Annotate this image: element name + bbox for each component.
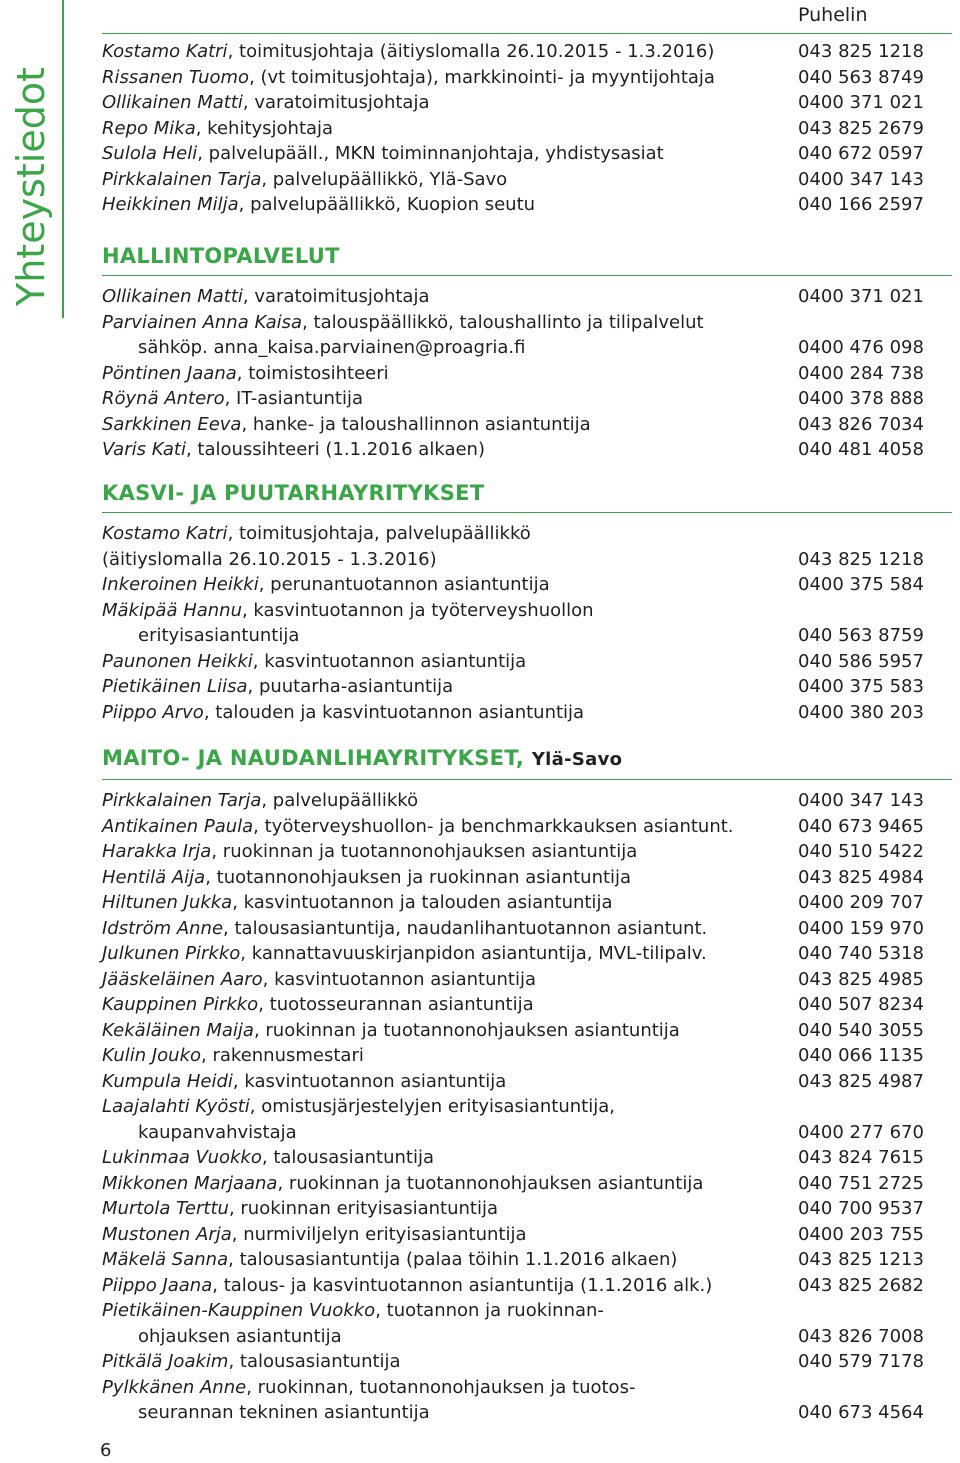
contact-entry [102, 1298, 604, 1324]
contact-entry [102, 521, 531, 547]
contact-role: , puutarha-asiantuntija [247, 676, 454, 697]
contact-row [102, 65, 952, 91]
contact-role: sähköp. anna_kaisa.parviainen@proagria.fi [138, 337, 526, 358]
contact-phone: 043 825 4985 [798, 968, 924, 990]
contact-name: Ollikainen Matti [102, 92, 243, 113]
contact-row [102, 814, 952, 840]
contact-name: Kostamo Katri [102, 41, 228, 62]
contact-row [102, 1196, 952, 1222]
section-heading: HALLINTOPALVELUT [102, 243, 952, 276]
section-kasvi-puutarha [102, 480, 952, 725]
contact-entry [102, 1069, 506, 1095]
contact-phone: 040 740 5318 [798, 943, 924, 964]
contact-entry [102, 412, 591, 438]
contact-name: Kostamo Katri [102, 523, 228, 544]
contact-row [102, 361, 952, 387]
contact-role: kaupanvahvistaja [138, 1121, 297, 1143]
contact-phone: 0400 277 670 [798, 1121, 924, 1143]
contact-entry [102, 167, 507, 193]
section-heading: KASVI- JA PUUTARHAYRITYKSET [102, 480, 952, 513]
contact-row [102, 649, 952, 675]
contact-phone: 0400 209 707 [798, 892, 924, 913]
contact-phone: 040 579 7178 [798, 1351, 924, 1372]
contact-phone: 0400 371 021 [798, 92, 924, 113]
contact-name: Varis Kati [102, 439, 186, 460]
section-subheading: Ylä-Savo [531, 749, 623, 770]
contact-role: , kasvintuotannon ja talouden asiantuntija [232, 892, 613, 913]
contact-role: , toimitusjohtaja, palvelupäällikkö [227, 523, 531, 544]
contact-role: , tuotosseurannan asiantuntija [258, 994, 534, 1015]
contact-entry [102, 916, 707, 942]
contact-row [102, 839, 952, 865]
contact-role: , kasvintuotannon asiantuntija [262, 968, 537, 990]
contact-name: Lukinmaa Vuokko [102, 1147, 262, 1168]
contact-phone: 043 826 7008 [798, 1325, 924, 1347]
contact-row [102, 623, 952, 649]
contact-name: Mustonen Arja [102, 1223, 232, 1245]
contact-role: , talouden ja kasvintuotannon asiantuntija [203, 701, 585, 723]
contact-name: Repo Mika [102, 117, 196, 139]
contact-row [102, 39, 952, 65]
contact-entry [102, 1120, 297, 1146]
contact-entry [102, 572, 550, 598]
contact-row [102, 521, 952, 547]
contact-name: Murtola Terttu [102, 1198, 229, 1219]
contact-phone: 040 673 9465 [798, 815, 924, 837]
contact-row [102, 865, 952, 891]
contact-row [102, 1043, 952, 1069]
contact-name: Pöntinen Jaana [102, 362, 237, 384]
contact-row [102, 310, 952, 336]
contact-phone: 043 825 4984 [798, 866, 924, 888]
contact-entry [102, 992, 534, 1018]
contact-name: Kekäläinen Maija [102, 1019, 254, 1041]
contact-name: Sulola Heli [102, 143, 198, 164]
contact-entry [102, 65, 715, 91]
contact-entry [102, 598, 594, 624]
contact-entry [102, 1196, 498, 1222]
contact-phone: 0400 375 584 [798, 574, 924, 595]
contact-name: Hiltunen Jukka [102, 892, 233, 913]
contact-role: , kasvintuotannon asiantuntija [232, 1070, 507, 1092]
contact-role: , talouspäällikkö, taloushallinto ja tilipalvelut [302, 311, 704, 333]
contact-phone: 043 825 1218 [798, 548, 924, 570]
contact-name: Ollikainen Matti [102, 286, 243, 307]
contact-role: , hanke- ja taloushallinnon asiantuntija [241, 413, 591, 435]
contact-role: , varatoimitusjohtaja [242, 92, 430, 113]
contact-name: Idström Anne [102, 917, 224, 939]
contact-phone: 043 825 4987 [798, 1070, 924, 1092]
contact-entry [102, 1171, 703, 1197]
contact-name: Pirkkalainen Tarja [102, 168, 262, 190]
contact-role: , (vt toimitusjohtaja), markkinointi- ja myyntijohtaja [249, 66, 715, 88]
contact-entry [102, 788, 418, 814]
section-heading: MAITO- JA NAUDANLIHAYRITYKSET, Ylä-Savo [102, 745, 952, 780]
contact-row [102, 412, 952, 438]
contact-row [102, 1298, 952, 1324]
contact-row [102, 90, 952, 116]
contact-phone: 040 066 1135 [798, 1045, 924, 1066]
contact-row [102, 992, 952, 1018]
contact-entry [102, 839, 637, 865]
contact-role: , kehitysjohtaja [195, 117, 334, 139]
contact-phone: 040 507 8234 [798, 994, 924, 1015]
contact-entry [102, 547, 437, 573]
contact-name: Mäkipää Hannu [102, 599, 242, 621]
contact-name: Kauppinen Pirkko [102, 994, 259, 1015]
contact-role: , tuotannonohjauksen ja ruokinnan asiantuntija [205, 866, 632, 888]
contact-row [102, 1120, 952, 1146]
contact-entry [102, 284, 429, 310]
contact-role: , ruokinnan ja tuotannonohjauksen asiantuntija [277, 1172, 704, 1194]
contact-role: , toimitusjohtaja (äitiyslomalla 26.10.2015 - 1.3.2016) [227, 41, 715, 62]
contact-row [102, 141, 952, 167]
contact-role: , ruokinnan erityisasiantuntija [228, 1198, 498, 1219]
contact-entry [102, 1247, 677, 1273]
contact-entry [102, 865, 631, 891]
contact-role: , palvelupäällikkö, Kuopion seutu [238, 194, 536, 215]
contact-name: Pitkälä Joakim [102, 1351, 229, 1372]
contact-row [102, 1324, 952, 1350]
contact-role: , nurmiviljelyn erityisasiantuntija [231, 1223, 527, 1245]
contact-row [102, 1349, 952, 1375]
contact-row [102, 1222, 952, 1248]
contact-row [102, 1069, 952, 1095]
contact-entry [102, 310, 704, 336]
contact-entry [102, 192, 535, 218]
contact-phone: 043 825 1218 [798, 41, 924, 62]
contact-name: Harakka Irja [102, 841, 212, 862]
contact-row [102, 890, 952, 916]
contact-phone: 043 824 7615 [798, 1147, 924, 1168]
contact-name: Hentilä Aija [102, 866, 206, 888]
contact-row [102, 437, 952, 463]
contact-entry [102, 1324, 342, 1350]
contact-phone: 0400 378 888 [798, 388, 924, 409]
contact-name: Pietikäinen-Kauppinen Vuokko [102, 1300, 376, 1321]
contact-role: , työterveyshuollon- ja benchmarkkauksen asiantunt. [253, 815, 734, 837]
contact-entry [102, 1349, 401, 1375]
contact-phone: 040 481 4058 [798, 439, 924, 460]
contact-row [102, 916, 952, 942]
sidebar-title: Yhteystiedot [9, 67, 53, 306]
contact-name: Pylkkänen Anne [102, 1376, 247, 1398]
contact-phone: 040 540 3055 [798, 1019, 924, 1041]
contact-phone: 0400 203 755 [798, 1223, 924, 1245]
contact-phone: 040 563 8749 [798, 66, 924, 88]
contact-row [102, 1171, 952, 1197]
contact-name: Piippo Arvo [102, 701, 204, 723]
contact-entry [102, 90, 429, 116]
contact-row [102, 1018, 952, 1044]
contact-role: (äitiyslomalla 26.10.2015 - 1.3.2016) [102, 548, 437, 570]
contact-role: , kasvintuotannon ja työterveyshuollon [241, 599, 594, 621]
contact-row [102, 1400, 952, 1426]
contact-name: Kulin Jouko [102, 1045, 202, 1066]
contact-entry [102, 649, 526, 675]
contact-phone: 043 826 7034 [798, 413, 924, 435]
contact-role: , rakennusmestari [201, 1045, 364, 1066]
contact-role: ohjauksen asiantuntija [138, 1325, 342, 1347]
contact-row [102, 941, 952, 967]
contact-phone: 040 166 2597 [798, 194, 924, 215]
contact-phone: 0400 347 143 [798, 168, 924, 190]
contact-phone: 040 672 0597 [798, 143, 924, 164]
contact-role: erityisasiantuntija [138, 625, 300, 646]
contact-role: , ruokinnan ja tuotannonohjauksen asiantuntija [211, 841, 638, 862]
contact-phone: 0400 371 021 [798, 286, 924, 307]
contact-name: Antikainen Paula [102, 815, 254, 837]
contact-name: Sarkkinen Eeva [102, 413, 242, 435]
contact-entry [102, 1094, 615, 1120]
contact-phone: 040 510 5422 [798, 841, 924, 862]
contact-row [102, 1273, 952, 1299]
contact-phone: 040 673 4564 [798, 1402, 924, 1423]
contact-role: , omistusjärjestelyjen erityisasiantuntija, [249, 1096, 615, 1117]
contact-entry [102, 941, 707, 967]
contact-entry [102, 116, 333, 142]
contact-entry [102, 1400, 430, 1426]
contact-row [102, 167, 952, 193]
contact-row [102, 116, 952, 142]
contact-entry [102, 39, 714, 65]
section-hallintopalvelut [102, 243, 952, 463]
top-divider [102, 33, 952, 34]
contact-role: , perunantuotannon asiantuntija [258, 574, 550, 595]
contact-phone: 040 751 2725 [798, 1172, 924, 1194]
contact-name: Paunonen Heikki [102, 650, 253, 672]
contact-entry [102, 437, 485, 463]
contact-phone: 0400 284 738 [798, 362, 924, 384]
contact-entry [102, 386, 363, 412]
contact-name: Pietikäinen Liisa [102, 676, 248, 697]
contact-entry [102, 141, 664, 167]
contact-name: Röynä Antero [102, 388, 225, 409]
contact-entry [102, 890, 612, 916]
contact-name: Rissanen Tuomo [102, 66, 250, 88]
contact-row [102, 1094, 952, 1120]
contact-name: Inkeroinen Heikki [102, 574, 259, 595]
contact-role: , talousasiantuntija [228, 1351, 401, 1372]
contact-role: , ruokinnan ja tuotannonohjauksen asiantuntija [253, 1019, 680, 1041]
contact-phone: 040 563 8759 [798, 625, 924, 646]
contact-row [102, 572, 952, 598]
contact-row [102, 788, 952, 814]
contact-row [102, 967, 952, 993]
contact-name: Heikkinen Milja [102, 194, 239, 215]
contact-entry [102, 1145, 434, 1171]
contact-row [102, 1247, 952, 1273]
contact-entry [102, 335, 525, 361]
contact-phone: 040 700 9537 [798, 1198, 924, 1219]
contact-name: Julkunen Pirkko [102, 943, 241, 964]
contact-phone: 043 825 2679 [798, 117, 924, 139]
contact-row [102, 192, 952, 218]
contact-phone: 043 825 1213 [798, 1249, 924, 1270]
contact-role: , palvelupääll., MKN toiminnanjohtaja, yhdistysasiat [197, 143, 664, 164]
contact-role: , talousasiantuntija (palaa töihin 1.1.2016 alkaen) [228, 1249, 678, 1270]
contact-row [102, 700, 952, 726]
contact-role: , IT-asiantuntija [224, 388, 364, 409]
contact-role: , taloussihteeri (1.1.2016 alkaen) [185, 439, 485, 460]
contact-entry [102, 1222, 527, 1248]
contact-phone: 040 586 5957 [798, 650, 924, 672]
contact-phone: 0400 380 203 [798, 701, 924, 723]
contact-row [102, 284, 952, 310]
contact-row [102, 547, 952, 573]
contact-role: , talousasiantuntija [261, 1147, 435, 1168]
contact-row [102, 1375, 952, 1401]
contact-name: Jääskeläinen Aaro [102, 968, 263, 990]
contact-entry [102, 623, 299, 649]
contact-entry [102, 361, 389, 387]
contact-name: Kumpula Heidi [102, 1070, 233, 1092]
contact-role: seurannan tekninen asiantuntija [138, 1402, 430, 1423]
contact-entry [102, 814, 734, 840]
contact-role: , ruokinnan, tuotannonohjauksen ja tuotos- [246, 1376, 636, 1398]
contact-row [102, 674, 952, 700]
contact-entry [102, 1273, 712, 1299]
contact-name: Mäkelä Sanna [102, 1249, 229, 1270]
contact-phone: 0400 159 970 [798, 917, 924, 939]
contact-phone: 0400 375 583 [798, 676, 924, 697]
contact-name: Mikkonen Marjaana [102, 1172, 278, 1194]
contact-role: , kasvintuotannon asiantuntija [252, 650, 527, 672]
contact-role: , kannattavuuskirjanpidon asiantuntija, MVL-tilipalv. [240, 943, 707, 964]
contact-role: , talous- ja kasvintuotannon asiantuntija (1.1.2016 alk.) [212, 1274, 713, 1296]
contact-phone: 0400 347 143 [798, 790, 924, 811]
contact-role: , tuotannon ja ruokinnan- [375, 1300, 604, 1321]
contact-entry [102, 674, 453, 700]
contact-entry [102, 1018, 680, 1044]
page-number: 6 [100, 1440, 112, 1461]
contact-name: Pirkkalainen Tarja [102, 790, 262, 811]
contact-name: Laajalahti Kyösti [102, 1096, 250, 1117]
contact-entry [102, 700, 584, 726]
contact-name: Parviainen Anna Kaisa [102, 311, 303, 333]
contact-role: , varatoimitusjohtaja [242, 286, 430, 307]
contact-role: , toimistosihteeri [236, 362, 389, 384]
contact-entry [102, 967, 536, 993]
contact-row [102, 335, 952, 361]
contact-phone: 043 825 2682 [798, 1274, 924, 1296]
contact-role: , palvelupäällikkö, Ylä-Savo [261, 168, 508, 190]
contact-phone: 0400 476 098 [798, 337, 924, 358]
contact-entry [102, 1375, 635, 1401]
contact-role: , talousasiantuntija, naudanlihantuotannon asiantunt. [223, 917, 708, 939]
section-maito-naudanliha [102, 745, 952, 1426]
contact-role: , palvelupäällikkö [261, 790, 419, 811]
contact-row [102, 598, 952, 624]
contact-row [102, 1145, 952, 1171]
contacts-top-list [102, 39, 952, 218]
contact-name: Piippo Jaana [102, 1274, 213, 1296]
contact-entry [102, 1043, 364, 1069]
contact-row [102, 386, 952, 412]
phone-column-header: Puhelin [798, 4, 868, 26]
